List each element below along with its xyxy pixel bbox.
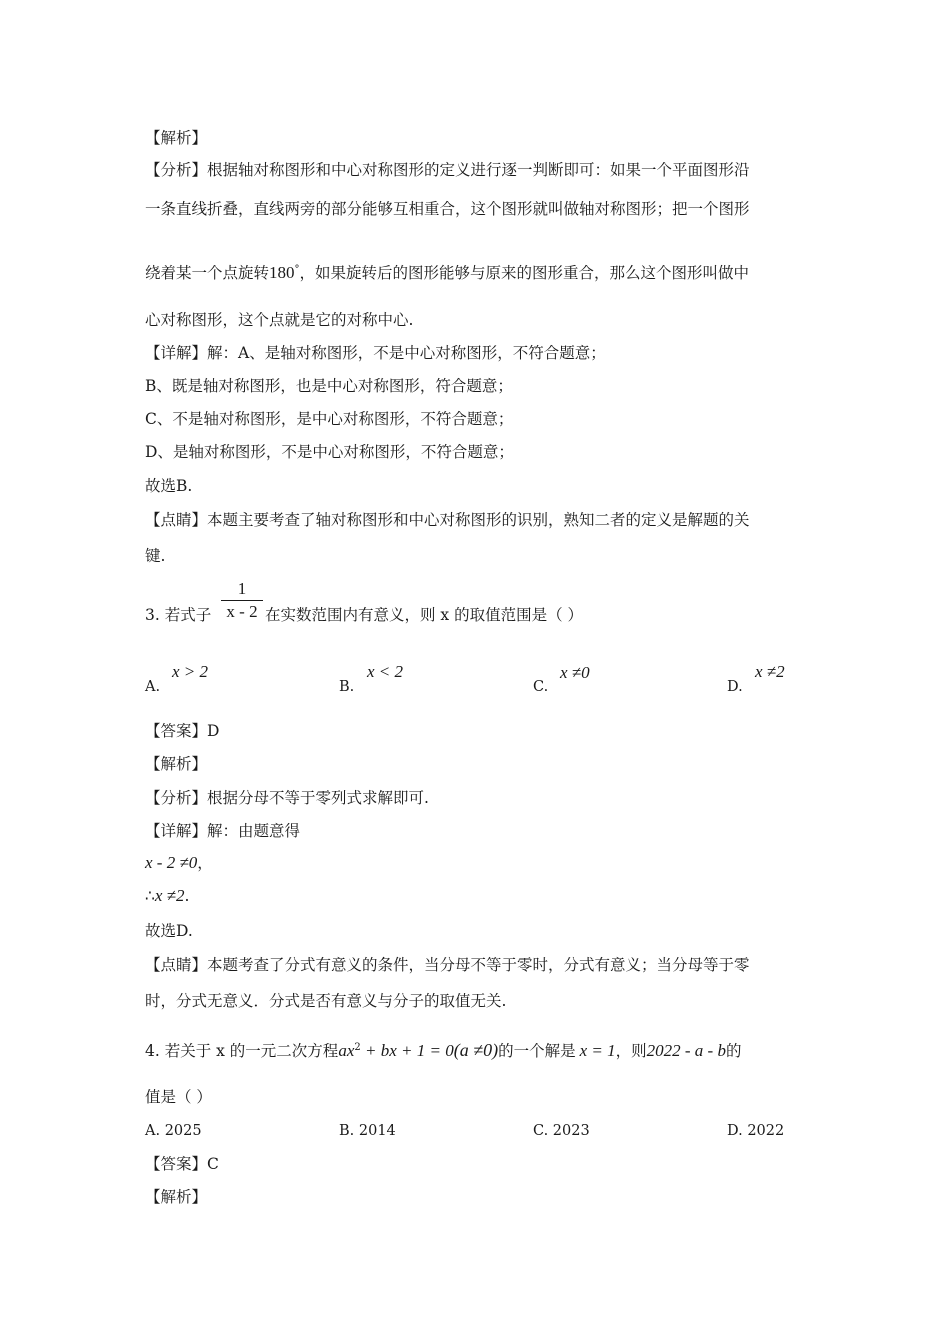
answer-4: 【答案】C: [145, 1155, 219, 1173]
question-3-text-b: 在实数范围内有意义，则 x 的取值范围是（ ）: [265, 606, 584, 624]
analysis-line-3-text-a: 绕着某一个点旋转: [145, 264, 270, 283]
q3-option-b-label: B.: [339, 679, 355, 695]
rotation-angle: 180: [269, 263, 295, 283]
section-jiexi-3: 【解析】: [145, 1188, 208, 1206]
q4-eq-condition: (a ≠0): [453, 1040, 499, 1061]
q4-eq-rest: + bx + 1 = 0: [360, 1041, 454, 1061]
q3-option-d-math: x ≠2: [755, 662, 785, 681]
fraction-denominator: x - 2: [226, 602, 258, 621]
therefore-symbol: ∴: [145, 887, 155, 905]
comment-line-2: 键.: [145, 547, 166, 565]
step-3-1-math: x - 2 ≠0: [145, 853, 198, 872]
analysis-line-1: 【分析】根据轴对称图形和中心对称图形的定义进行逐一判断即可：如果一个平面图形沿: [145, 161, 750, 179]
detail-line-b: B、既是轴对称图形，也是中心对称图形，符合题意；: [145, 377, 513, 395]
q4-expression: 2022 - a - b: [646, 1041, 726, 1061]
step-3-2: [145, 886, 189, 906]
detail-line-d: D、是轴对称图形，不是中心对称图形，不符合题意；: [145, 443, 514, 461]
detail-3: 【详解】解：由题意得: [145, 822, 301, 840]
analysis-line-3: [145, 260, 749, 283]
q4-eq-square: 2: [354, 1042, 361, 1053]
step-3-1: [145, 853, 213, 873]
choose-d: 故选D.: [145, 922, 193, 940]
fraction-numerator: 1: [237, 579, 247, 598]
step-3-2-math: x ≠2: [154, 886, 185, 905]
detail-line-a: 【详解】解：A、是轴对称图形，不是中心对称图形，不符合题意；: [145, 344, 606, 362]
analysis-line-2: 一条直线折叠，直线两旁的部分能够互相重合，这个图形就叫做轴对称图形；把一个图形: [145, 200, 750, 218]
detail-line-c: C、不是轴对称图形，是中心对称图形，不符合题意；: [145, 410, 514, 428]
degree-symbol: °: [294, 264, 300, 275]
q3-option-a-math: x > 2: [172, 662, 209, 681]
step-3-1-comma: ，: [197, 854, 213, 872]
q3-option-d-label: D.: [727, 679, 743, 695]
comment-line-1: 【点睛】本题主要考查了轴对称图形和中心对称图形的识别，熟知二者的定义是解题的关: [145, 511, 750, 529]
q4-eq-ax: ax: [338, 1041, 355, 1061]
question-4-text-a: 4. 若关于 x 的一元二次方程: [145, 1042, 339, 1061]
comment-3-line-1: 【点睛】本题考查了分式有意义的条件，当分母不等于零时，分式有意义；当分母等于零: [145, 956, 750, 974]
q3-option-b-math: x < 2: [367, 662, 404, 681]
q3-option-c-label: C.: [533, 679, 549, 695]
q4-option-a: A. 2025: [145, 1123, 202, 1139]
q3-option-c-math: x ≠0: [560, 663, 590, 682]
q4-option-b: B. 2014: [339, 1123, 396, 1139]
analysis-3: 【分析】根据分母不等于零列式求解即可.: [145, 789, 429, 807]
section-jiexi-1: 【解析】: [145, 129, 208, 147]
choose-b: 故选B.: [145, 477, 193, 495]
analysis-line-3-text-b: ，如果旋转后的图形能够与原来的图形重合，那么这个图形叫做中: [299, 264, 750, 283]
question-4-text-b: 的一个解是: [498, 1042, 576, 1061]
analysis-line-4: 心对称图形，这个点就是它的对称中心.: [145, 311, 414, 329]
question-4-line-1: [145, 1038, 741, 1061]
question-3-text-a: 3. 若式子: [145, 606, 212, 624]
q4-option-d: D. 2022: [727, 1123, 785, 1139]
question-4-text-d: 的: [725, 1042, 742, 1061]
q3-option-a-label: A.: [145, 679, 161, 695]
q4-solution: x = 1: [579, 1041, 616, 1061]
comment-3-line-2: 时，分式无意义．分式是否有意义与分子的取值无关.: [145, 992, 507, 1010]
question-4-text-c: ，则: [615, 1042, 647, 1061]
question-4-line-2: 值是（ ）: [145, 1088, 212, 1106]
answer-3: 【答案】D: [145, 722, 220, 740]
question-3-fraction: [221, 578, 263, 623]
section-jiexi-2: 【解析】: [145, 755, 208, 773]
step-3-2-period: .: [184, 887, 190, 905]
q4-option-c: C. 2023: [533, 1123, 590, 1139]
